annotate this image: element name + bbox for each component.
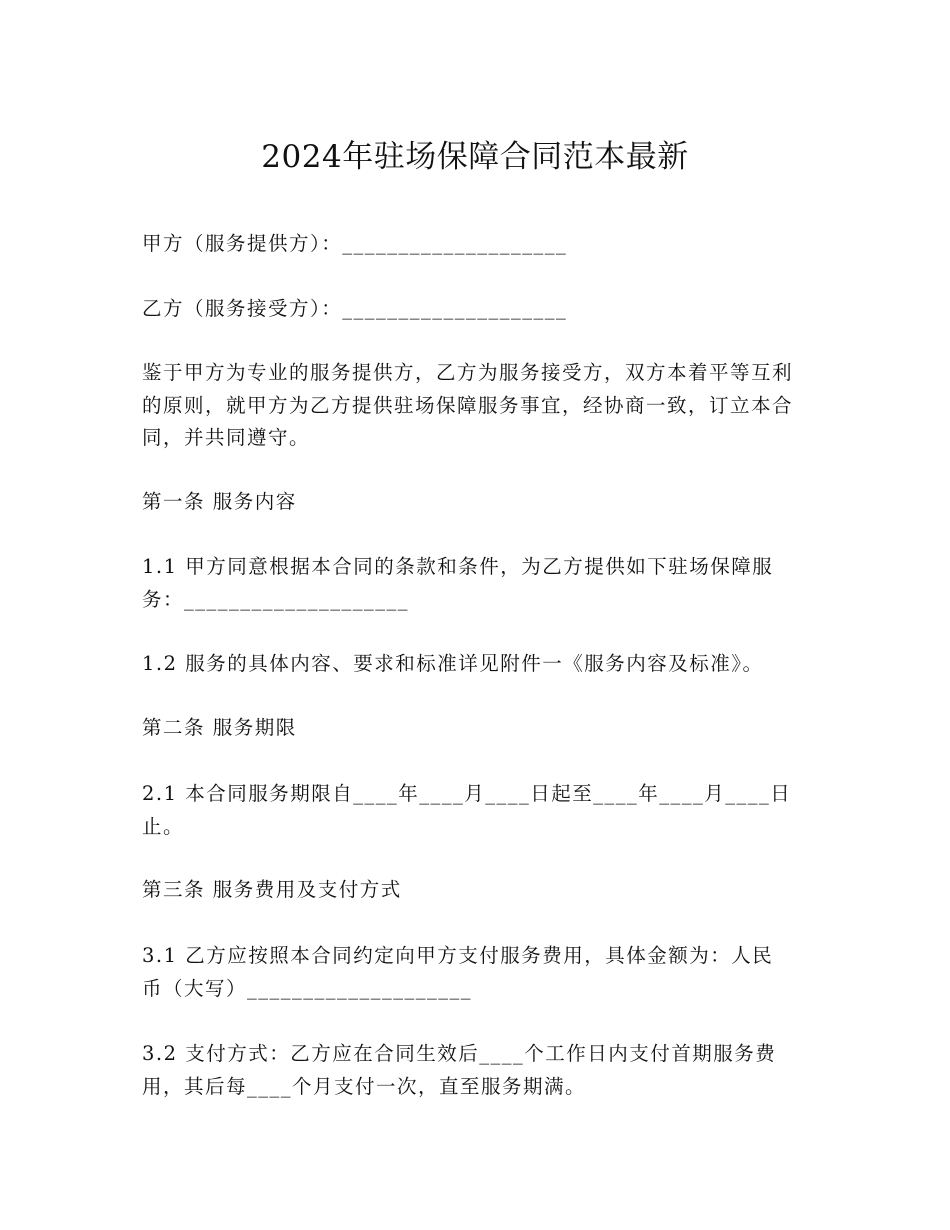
document-title: 2024年驻场保障合同范本最新 bbox=[261, 139, 689, 175]
clause-3-2: 3.2 支付方式：乙方应在合同生效后____个工作日内支付首期服务费用，其后每____个月支付一次，直至服务期满。 bbox=[142, 1042, 777, 1098]
article-1-heading: 第一条 服务内容 bbox=[142, 490, 297, 513]
clause-1-2: 1.2 服务的具体内容、要求和标准详见附件一《服务内容及标准》。 bbox=[142, 652, 764, 675]
preamble-paragraph: 鉴于甲方为专业的服务提供方，乙方为服务接受方，双方本着平等互利的原则，就甲方为乙方提供驻场保障服务事宜，经协商一致，订立本合同，并共同遵守。 bbox=[142, 361, 794, 449]
article-3-heading: 第三条 服务费用及支付方式 bbox=[142, 878, 402, 901]
article-2-heading: 第二条 服务期限 bbox=[142, 716, 297, 739]
party-a-line: 甲方（服务提供方）：____________________ bbox=[142, 232, 568, 255]
party-b-line: 乙方（服务接受方）：____________________ bbox=[142, 297, 568, 320]
clause-1-1: 1.1 甲方同意根据本合同的条款和条件，为乙方提供如下驻场保障服务：____________________ bbox=[142, 555, 774, 611]
clause-3-1: 3.1 乙方应按照本合同约定向甲方支付服务费用，具体金额为：人民币（大写）____________________ bbox=[142, 944, 774, 1000]
clause-2-1: 2.1 本合同服务期限自____年____月____日起至____年____月____日止。 bbox=[142, 782, 792, 838]
